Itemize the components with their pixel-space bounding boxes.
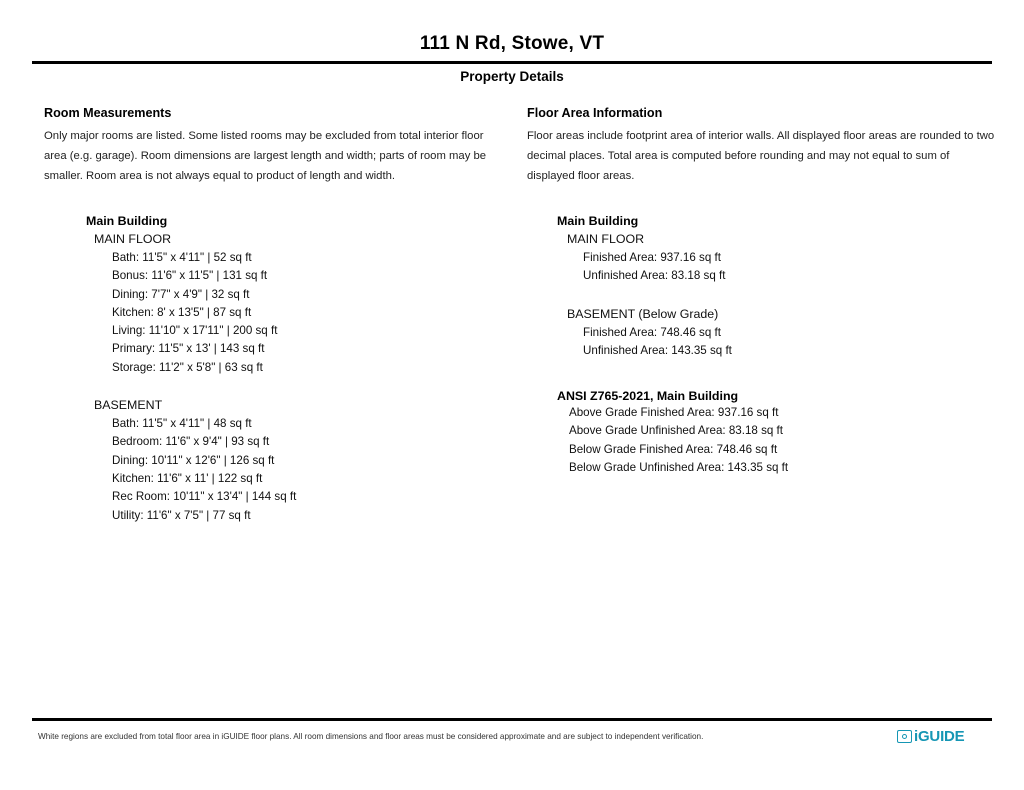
ansi-area-list bbox=[527, 404, 997, 477]
list-item: Bath: 11'5" x 4'11" | 48 sq ft bbox=[112, 417, 252, 431]
ansi-standard-heading: ANSI Z765-2021, Main Building bbox=[557, 389, 739, 404]
list-item: Utility: 11'6" x 7'5" | 77 sq ft bbox=[112, 508, 251, 522]
list-item: Unfinished Area: 143.35 sq ft bbox=[583, 343, 732, 357]
list-item: Bath: 11'5" x 4'11" | 52 sq ft bbox=[112, 251, 252, 264]
floor-area-information-column bbox=[527, 106, 997, 477]
list-item: Primary: 11'5" x 13' | 143 sq ft bbox=[112, 342, 265, 356]
area-block-main-floor bbox=[527, 230, 997, 286]
header-divider bbox=[32, 61, 992, 64]
list-item: Living: 11'10" x 17'11" | 200 sq ft bbox=[112, 324, 278, 338]
room-measurements-heading: Room Measurements bbox=[44, 106, 172, 120]
room-measurements-building-name: Main Building bbox=[86, 214, 168, 228]
floor-name: BASEMENT (Below Grade) bbox=[567, 306, 719, 321]
list-item: Dining: 10'11" x 12'6" | 126 sq ft bbox=[112, 453, 275, 467]
page-subtitle: Property Details bbox=[460, 69, 564, 84]
room-list-basement bbox=[44, 415, 504, 525]
floor-area-blurb: Floor areas include footprint area of interior walls. All displayed floor areas are rounded to two decimal places. Total area is computed before rounding and may not equal to sum of displayed floor areas. bbox=[527, 130, 995, 182]
list-item: Dining: 7'7" x 4'9" | 32 sq ft bbox=[112, 287, 250, 301]
floor-name: BASEMENT bbox=[94, 398, 163, 413]
area-list-basement bbox=[527, 324, 997, 361]
list-item: Bedroom: 11'6" x 9'4" | 93 sq ft bbox=[112, 435, 270, 449]
floor-area-building-name: Main Building bbox=[557, 214, 639, 228]
spacer bbox=[527, 286, 997, 303]
floor-block-basement bbox=[44, 396, 504, 525]
floor-name: MAIN FLOOR bbox=[567, 232, 645, 246]
list-item: Storage: 11'2" x 5'8" | 63 sq ft bbox=[112, 360, 263, 374]
floor-area-heading: Floor Area Information bbox=[527, 106, 663, 120]
list-item: Rec Room: 10'11" x 13'4" | 144 sq ft bbox=[112, 490, 297, 504]
footer-disclaimer: White regions are excluded from total floor area in iGUIDE floor plans. All room dimensions and floor areas must be considered approximate and are subject to independent verification. bbox=[38, 732, 704, 741]
list-item: Finished Area: 937.16 sq ft bbox=[583, 251, 721, 264]
list-item: Bonus: 11'6" x 11'5" | 131 sq ft bbox=[112, 269, 268, 283]
room-measurements-column bbox=[44, 106, 504, 525]
iguide-logo bbox=[897, 729, 964, 744]
room-list-main-floor bbox=[44, 249, 504, 377]
list-item: Above Grade Unfinished Area: 83.18 sq ft bbox=[569, 424, 783, 438]
list-item: Below Grade Unfinished Area: 143.35 sq ft bbox=[569, 461, 789, 475]
list-item: Kitchen: 8' x 13'5" | 87 sq ft bbox=[112, 305, 252, 319]
list-item: Below Grade Finished Area: 748.46 sq ft bbox=[569, 442, 778, 456]
list-item: Kitchen: 11'6" x 11' | 122 sq ft bbox=[112, 471, 263, 485]
footer-divider bbox=[32, 718, 992, 721]
iguide-logo-text: iGUIDE bbox=[914, 728, 965, 745]
room-measurements-blurb: Only major rooms are listed. Some listed rooms may be excluded from total interior floor area (e.g. garage). Room dimensions are largest length and width; parts of room may be smaller. Room area is not always equal to product of length and width. bbox=[44, 130, 487, 182]
area-list-main-floor bbox=[527, 249, 997, 286]
page-title: 111 N Rd, Stowe, VT bbox=[419, 33, 605, 54]
floor-name: MAIN FLOOR bbox=[94, 232, 172, 246]
list-item: Unfinished Area: 83.18 sq ft bbox=[583, 269, 726, 283]
list-item: Above Grade Finished Area: 937.16 sq ft bbox=[569, 406, 779, 420]
area-block-basement bbox=[527, 305, 997, 361]
floor-block-main-floor bbox=[44, 230, 504, 377]
camera-icon bbox=[897, 730, 912, 743]
list-item: Finished Area: 748.46 sq ft bbox=[583, 325, 721, 339]
spacer bbox=[44, 377, 504, 394]
